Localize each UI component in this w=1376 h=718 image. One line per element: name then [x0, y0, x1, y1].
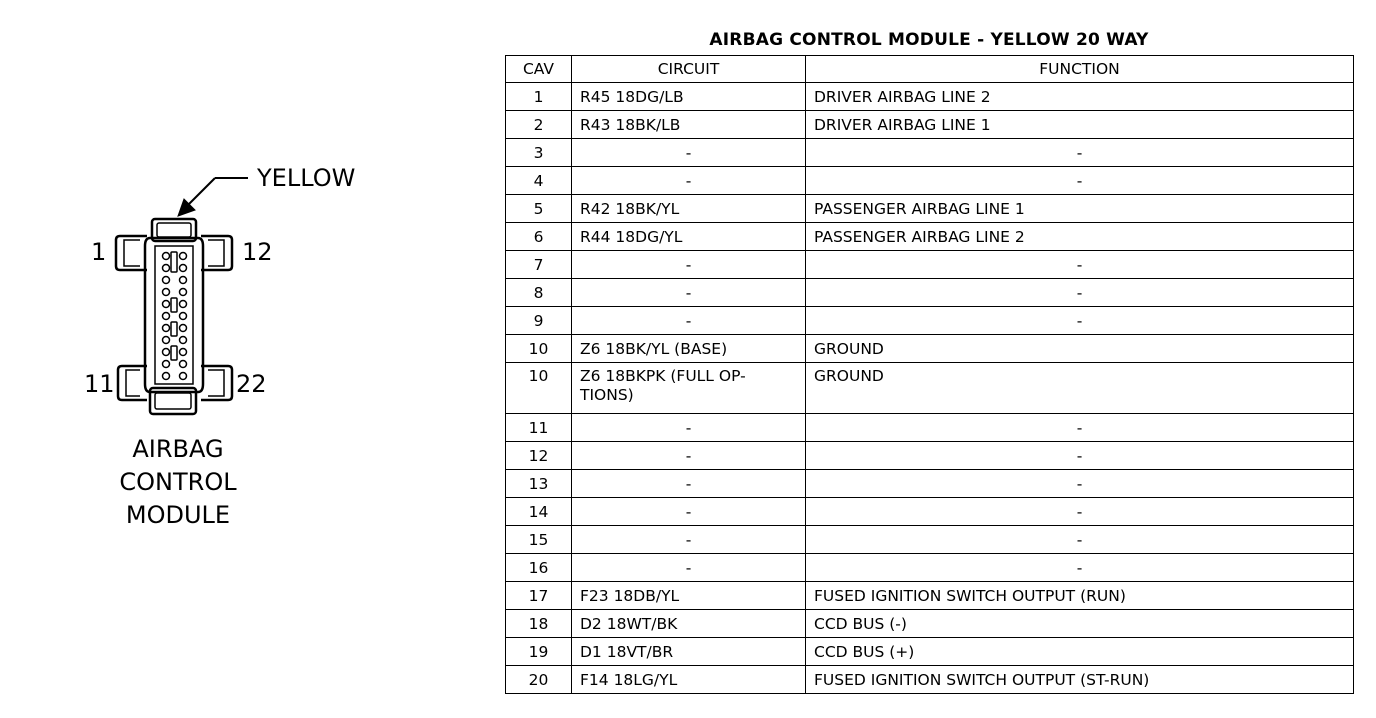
pointer-arrow-icon	[178, 178, 248, 216]
pin-label-top-left: 1	[91, 238, 107, 266]
circuit-cell: Z6 18BKPK (FULL OP- TIONS)	[572, 363, 806, 414]
cav-cell: 6	[506, 223, 572, 251]
cav-cell: 20	[506, 666, 572, 694]
header-cav: CAV	[506, 56, 572, 83]
table-row	[506, 526, 1354, 554]
table-row	[506, 610, 1354, 638]
cav-cell: 5	[506, 195, 572, 223]
circuit-cell: R44 18DG/YL	[572, 223, 806, 251]
table-row	[506, 335, 1354, 363]
cav-cell: 7	[506, 251, 572, 279]
table-body	[506, 83, 1354, 694]
circuit-cell: -	[572, 251, 806, 279]
table-row	[506, 195, 1354, 223]
module-caption-line: MODULE	[125, 501, 231, 529]
pin-label-top-right: 12	[242, 238, 273, 266]
cav-cell: 12	[506, 442, 572, 470]
circuit-cell: F14 18LG/YL	[572, 666, 806, 694]
circuit-cell: -	[572, 554, 806, 582]
cav-cell: 3	[506, 139, 572, 167]
connector-diagram	[0, 0, 500, 718]
circuit-cell: -	[572, 470, 806, 498]
function-cell: CCD BUS (-)	[806, 610, 1354, 638]
table-row	[506, 442, 1354, 470]
function-cell: FUSED IGNITION SWITCH OUTPUT (RUN)	[806, 582, 1354, 610]
circuit-cell: R45 18DG/LB	[572, 83, 806, 111]
cav-cell: 11	[506, 414, 572, 442]
pin-label-bottom-left: 11	[84, 370, 115, 398]
table-row	[506, 307, 1354, 335]
table-row	[506, 554, 1354, 582]
table-row	[506, 83, 1354, 111]
circuit-cell: D2 18WT/BK	[572, 610, 806, 638]
terminal-cavities-icon	[163, 252, 187, 380]
cav-cell: 17	[506, 582, 572, 610]
function-cell: -	[806, 167, 1354, 195]
function-cell: -	[806, 526, 1354, 554]
header-circuit: CIRCUIT	[572, 56, 806, 83]
table-row	[506, 666, 1354, 694]
function-cell: -	[806, 554, 1354, 582]
function-cell: DRIVER AIRBAG LINE 2	[806, 83, 1354, 111]
circuit-cell: R43 18BK/LB	[572, 111, 806, 139]
cav-cell: 18	[506, 610, 572, 638]
circuit-cell: -	[572, 526, 806, 554]
cav-cell: 2	[506, 111, 572, 139]
table-row	[506, 470, 1354, 498]
table-row	[506, 251, 1354, 279]
function-cell: FUSED IGNITION SWITCH OUTPUT (ST-RUN)	[806, 666, 1354, 694]
cav-cell: 13	[506, 470, 572, 498]
circuit-cell: -	[572, 139, 806, 167]
table-row	[506, 167, 1354, 195]
circuit-cell: -	[572, 414, 806, 442]
circuit-cell: R42 18BK/YL	[572, 195, 806, 223]
function-cell: CCD BUS (+)	[806, 638, 1354, 666]
circuit-cell: -	[572, 167, 806, 195]
circuit-cell: -	[572, 498, 806, 526]
cav-cell: 1	[506, 83, 572, 111]
cav-cell: 19	[506, 638, 572, 666]
table-header-row	[506, 56, 1354, 83]
function-cell: -	[806, 139, 1354, 167]
pin-label-bottom-right: 22	[236, 370, 267, 398]
connector-color-label: YELLOW	[257, 164, 356, 192]
cav-cell: 16	[506, 554, 572, 582]
function-cell: -	[806, 470, 1354, 498]
function-cell: DRIVER AIRBAG LINE 1	[806, 111, 1354, 139]
circuit-cell: Z6 18BK/YL (BASE)	[572, 335, 806, 363]
cav-cell: 10	[506, 335, 572, 363]
table-row	[506, 582, 1354, 610]
cav-cell: 14	[506, 498, 572, 526]
module-caption-line: AIRBAG	[132, 435, 224, 463]
cav-cell: 10	[506, 363, 572, 414]
connector-housing-icon	[116, 219, 232, 414]
module-caption-line: CONTROL	[119, 468, 237, 496]
header-function: FUNCTION	[806, 56, 1354, 83]
table-row	[506, 279, 1354, 307]
module-caption	[88, 433, 268, 532]
circuit-cell: -	[572, 279, 806, 307]
table-row	[506, 638, 1354, 666]
circuit-cell: F23 18DB/YL	[572, 582, 806, 610]
function-cell: -	[806, 442, 1354, 470]
table-row	[506, 363, 1354, 414]
cav-cell: 8	[506, 279, 572, 307]
table-row	[506, 223, 1354, 251]
function-cell: -	[806, 251, 1354, 279]
function-cell: -	[806, 414, 1354, 442]
table-row	[506, 414, 1354, 442]
function-cell: -	[806, 279, 1354, 307]
cav-cell: 4	[506, 167, 572, 195]
table-row	[506, 498, 1354, 526]
cav-cell: 15	[506, 526, 572, 554]
table-row	[506, 111, 1354, 139]
function-cell: GROUND	[806, 335, 1354, 363]
table-row	[506, 139, 1354, 167]
function-cell: PASSENGER AIRBAG LINE 1	[806, 195, 1354, 223]
pinout-table	[505, 55, 1354, 694]
function-cell: -	[806, 307, 1354, 335]
circuit-cell: -	[572, 442, 806, 470]
function-cell: PASSENGER AIRBAG LINE 2	[806, 223, 1354, 251]
circuit-cell: -	[572, 307, 806, 335]
function-cell: -	[806, 498, 1354, 526]
cav-cell: 9	[506, 307, 572, 335]
circuit-cell: D1 18VT/BR	[572, 638, 806, 666]
table-title: AIRBAG CONTROL MODULE - YELLOW 20 WAY	[709, 30, 1149, 50]
function-cell: GROUND	[806, 363, 1354, 414]
